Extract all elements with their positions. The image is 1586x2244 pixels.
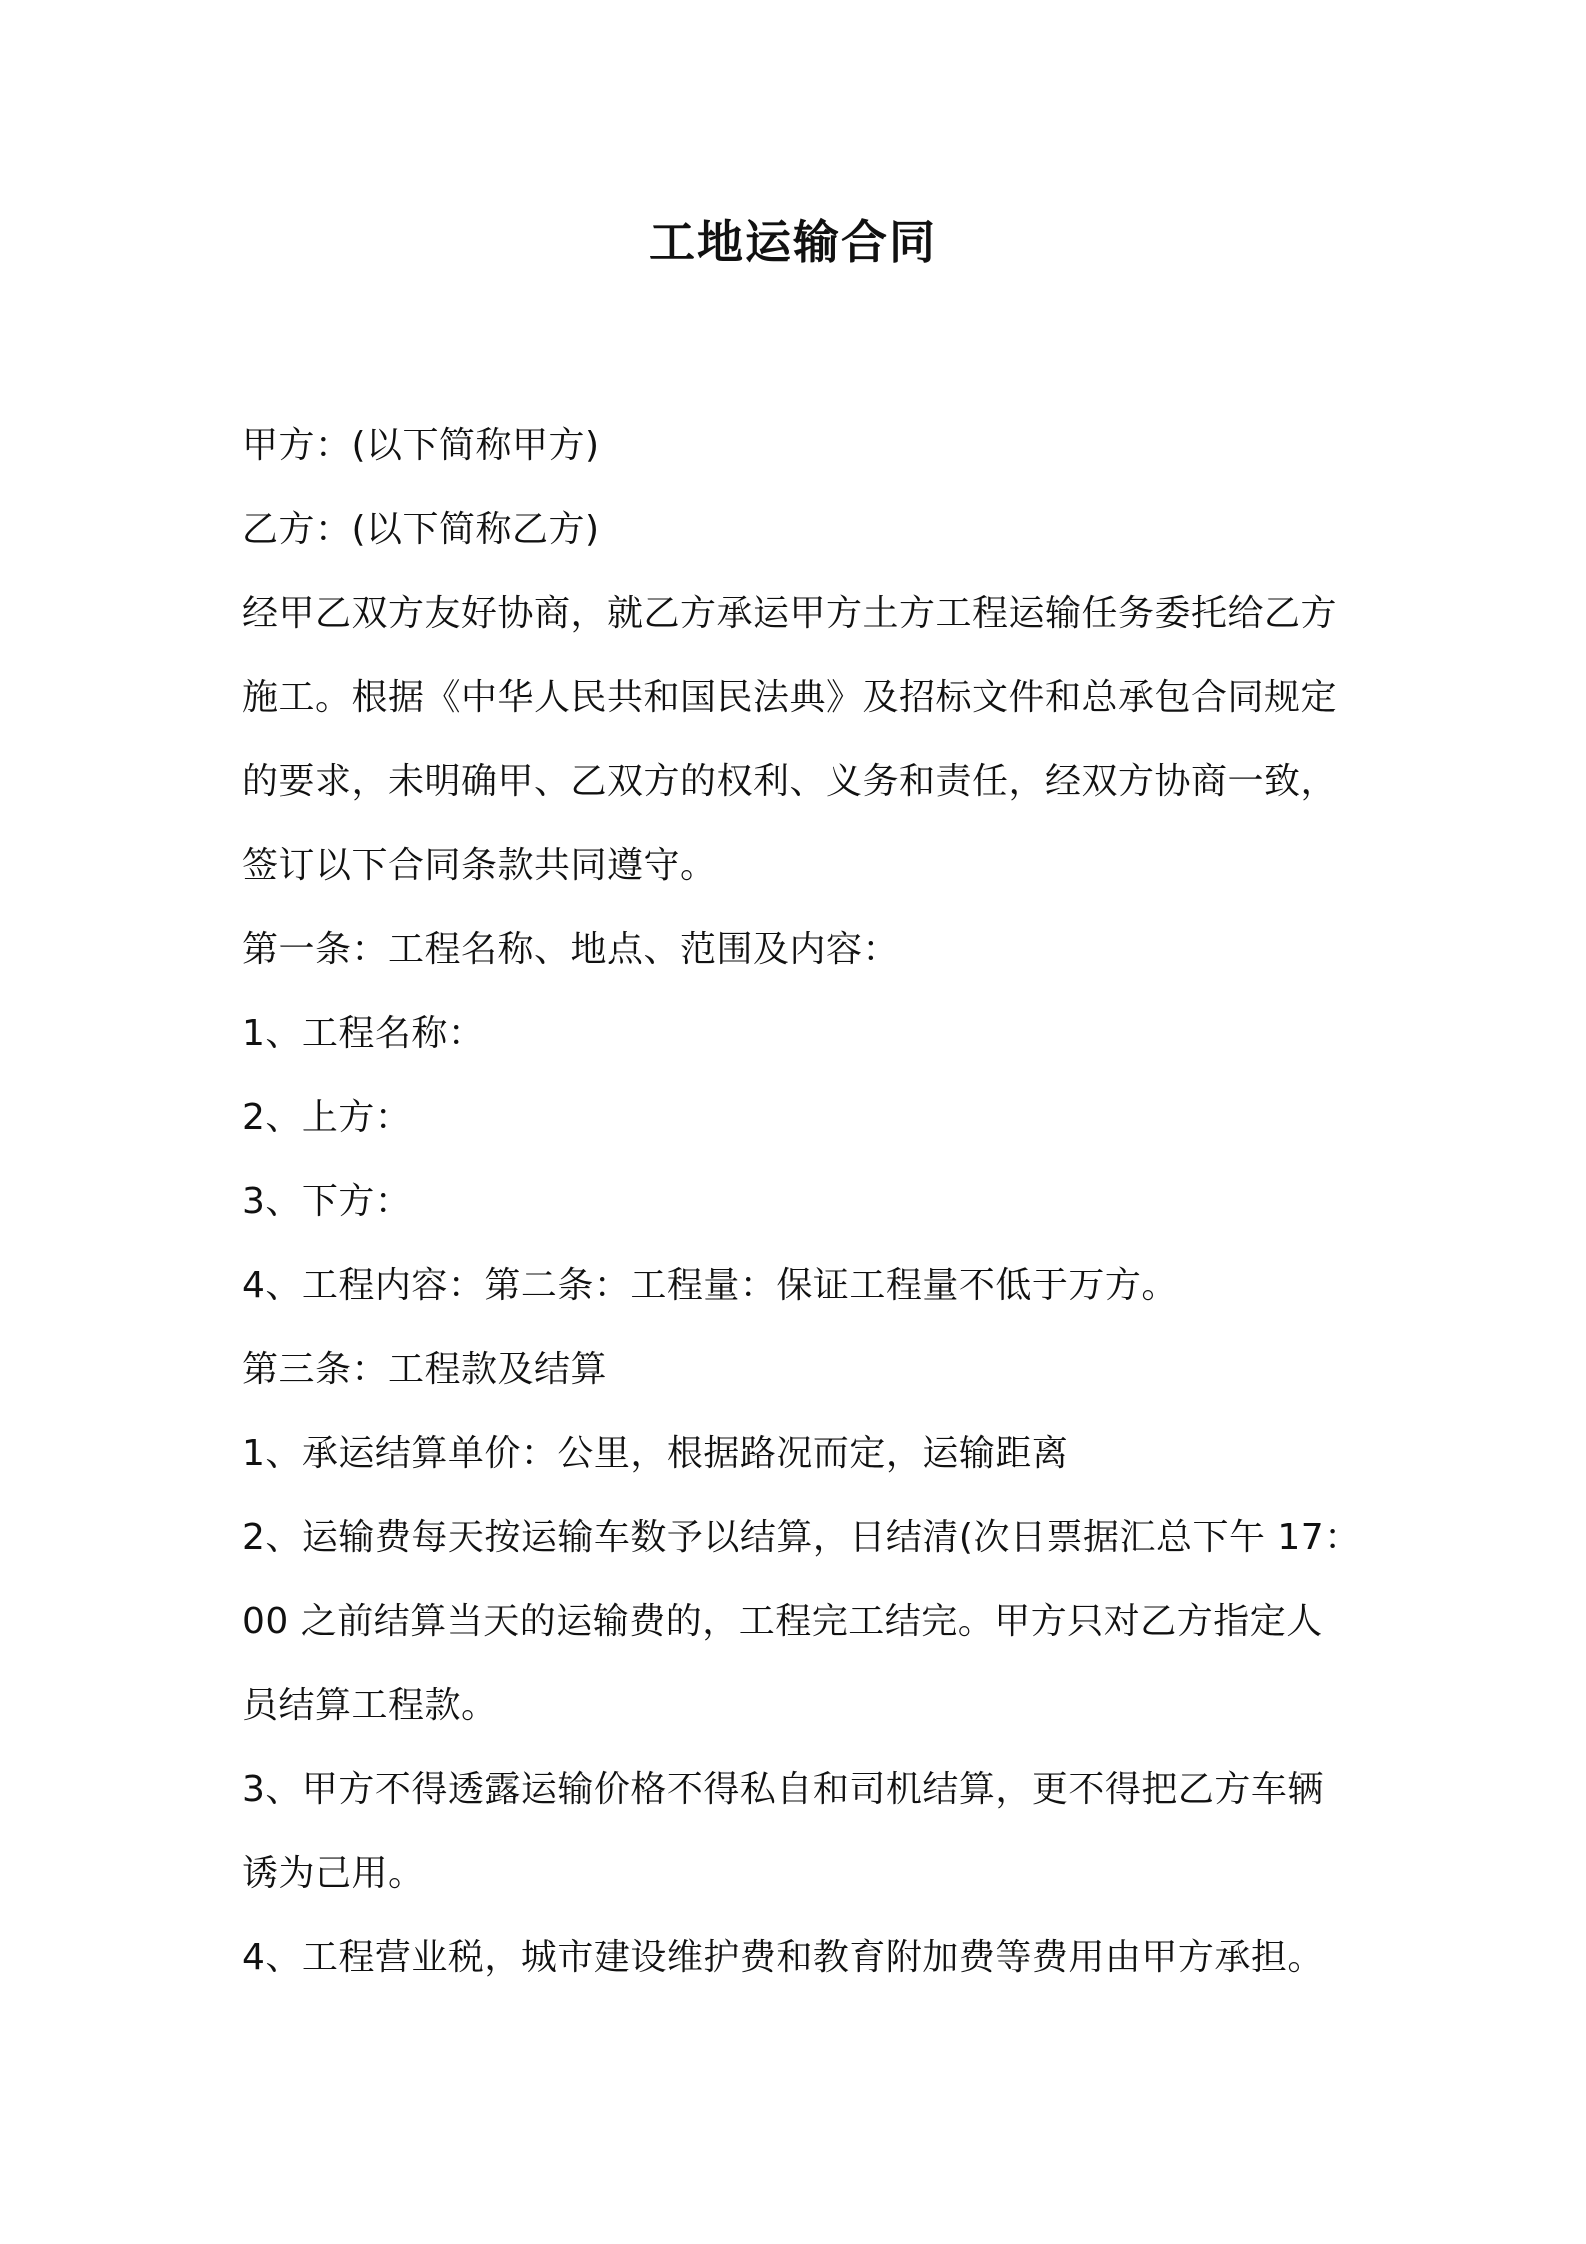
preamble-line-3: 的要求，未明确甲、乙双方的权利、义务和责任，经双方协商一致， bbox=[242, 761, 1338, 802]
article-1-item-2: 2、上方： bbox=[242, 1097, 412, 1138]
preamble-line-1: 经甲乙双方友好协商，就乙方承运甲方土方工程运输任务委托给乙方 bbox=[242, 593, 1338, 634]
article-3-item-2-line-2: 00 之前结算当天的运输费的，工程完工结完。甲方只对乙方指定人 bbox=[242, 1601, 1323, 1642]
preamble-line-2: 施工。根据《中华人民共和国民法典》及招标文件和总承包合同规定 bbox=[242, 677, 1338, 718]
article-3-item-2-line-1: 2、运输费每天按运输车数予以结算，日结清(次日票据汇总下午 17： bbox=[242, 1517, 1361, 1558]
article-3-item-1: 1、承运结算单价：公里，根据路况而定，运输距离 bbox=[242, 1433, 1069, 1474]
article-3-item-3-line-2: 诱为己用。 bbox=[242, 1853, 425, 1894]
article-1-item-3: 3、下方： bbox=[242, 1181, 412, 1222]
article-1-heading: 第一条：工程名称、地点、范围及内容： bbox=[242, 929, 900, 970]
article-3-item-2-line-3: 员结算工程款。 bbox=[242, 1685, 498, 1726]
document-title: 工地运输合同 bbox=[649, 215, 937, 269]
document-body bbox=[242, 404, 1362, 2000]
article-3-heading: 第三条：工程款及结算 bbox=[242, 1349, 608, 1390]
party-a-line: 甲方：(以下简称甲方) bbox=[242, 425, 600, 466]
article-3-item-3-line-1: 3、甲方不得透露运输价格不得私自和司机结算，更不得把乙方车辆 bbox=[242, 1769, 1324, 1810]
party-b-line: 乙方：(以下简称乙方) bbox=[242, 509, 600, 550]
article-1-item-1: 1、工程名称： bbox=[242, 1013, 485, 1054]
preamble-line-4: 签订以下合同条款共同遵守。 bbox=[242, 845, 717, 886]
article-1-item-4: 4、工程内容：第二条：工程量：保证工程量不低于万方。 bbox=[242, 1265, 1178, 1306]
article-3-item-4: 4、工程营业税，城市建设维护费和教育附加费等费用由甲方承担。 bbox=[242, 1937, 1324, 1978]
